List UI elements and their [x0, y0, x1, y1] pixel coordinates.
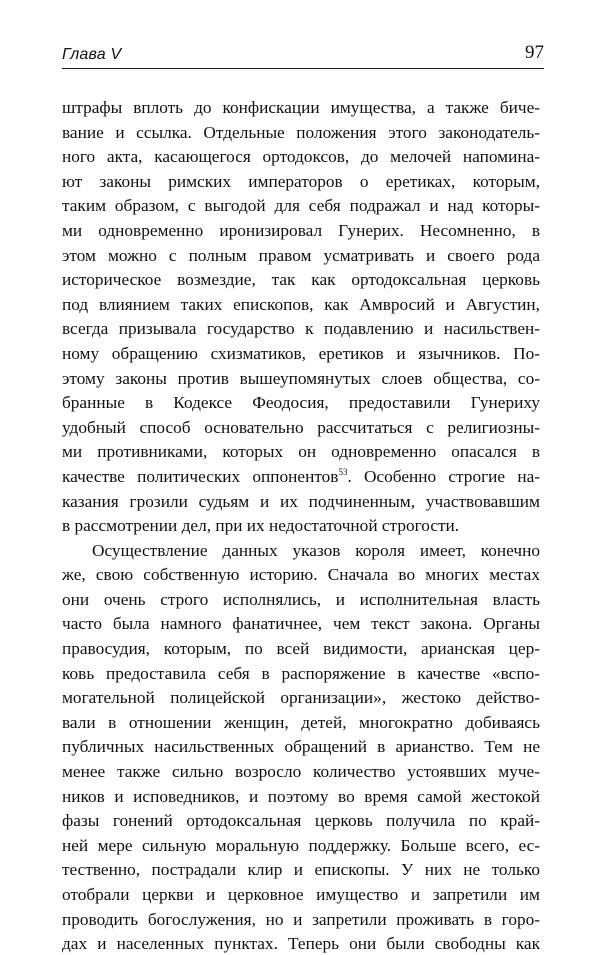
body-text — [62, 96, 540, 955]
text-line: ют законы римских императоров о еретиках, которым, — [62, 171, 540, 191]
text-line: ми противниками, которых он одновременно опасался в — [62, 442, 540, 462]
text-line: часто была намного фанатичнее, чем текст закона. Органы — [62, 614, 540, 634]
text-line: менее также сильно возросло количество устоявших муче- — [62, 762, 540, 782]
paragraph-1 — [62, 96, 540, 539]
text-line: же, свою собственную историю. Сначала во многих местах — [62, 565, 540, 585]
header-rule — [62, 68, 544, 69]
footnote-line-before: качестве политических оппонентов — [62, 466, 339, 486]
text-line: ми одновременно иронизировал Гунерих. Несомненно, в — [62, 220, 540, 240]
text-line: всегда призывала государство к подавлению и насильствен- — [62, 319, 540, 339]
text-line: проводить богослужения, но и запретили проживать в горо- — [62, 909, 540, 929]
text-line: в рассмотрении дел, при их недостаточной строгости. — [62, 516, 460, 536]
text-line: ному обращению схизматиков, еретиков и язычников. По- — [62, 343, 540, 363]
text-line: этом можно с полным правом усматривать и своего рода — [62, 245, 540, 265]
text-line-with-footnote — [62, 465, 540, 490]
footnote-line-after: . Особенно строгие на- — [347, 466, 540, 486]
text-line: вание и ссылка. Отдельные положения этого законодатель- — [62, 122, 540, 142]
text-line: казания грозили судьям и их подчиненным, участвовавшим — [62, 491, 540, 511]
paragraph-2 — [62, 539, 540, 955]
text-line: Осуществление данных указов короля имеет, конечно — [92, 540, 540, 560]
text-line: этому законы против вышеупомянутых слоев общества, со- — [62, 368, 540, 388]
text-line: под влиянием таких епископов, как Амвросий и Августин, — [62, 294, 540, 314]
text-line: штрафы вплоть до конфискации имущества, а также биче- — [62, 98, 540, 117]
text-line: дах и населенных пунктах. Теперь они были свободны как — [62, 934, 540, 954]
text-line: ковь предоставила себя в распоряжение в качестве «вспо- — [62, 663, 540, 683]
text-line: правосудия, которым, по всей видимости, арианская цер- — [62, 639, 540, 659]
text-line: публичных насильственных обращений в арианство. Тем не — [62, 737, 540, 757]
text-line: удобный способ основательно рассчитаться с религиозны- — [62, 417, 540, 437]
text-line: ников и исповедников, и поэтому во время самой жестокой — [62, 786, 540, 806]
text-line: вали в отношении женщин, детей, многократно добиваясь — [62, 712, 540, 732]
text-line: фазы гонений ортодоксальная церковь получила по край- — [62, 811, 540, 831]
text-line: могательной полицейской организации», жестоко действо- — [62, 688, 540, 708]
text-line: они очень строго исполнялись, и исполнительная власть — [62, 589, 540, 609]
text-line: ного акта, касающегося ортодоксов, до мелочей напомина- — [62, 147, 540, 167]
text-line: отобрали церкви и церковное имущество и запретили им — [62, 885, 540, 904]
text-line: историческое возмездие, так как ортодоксальная церковь — [62, 270, 540, 290]
chapter-title: Глава V — [62, 46, 122, 63]
text-line: тественно, пострадали клир и епископы. У них не только — [62, 860, 540, 880]
page-number: 97 — [525, 42, 544, 63]
footnote-marker: 53 — [338, 467, 348, 478]
text-line: таким образом, с выгодой для себя подражал и над которы- — [62, 196, 540, 216]
text-line: бранные в Кодексе Феодосия, предоставили Гунериху — [62, 393, 540, 413]
running-header — [62, 40, 544, 70]
text-line: ней мере сильную моральную поддержку. Больше всего, ес- — [62, 835, 540, 855]
